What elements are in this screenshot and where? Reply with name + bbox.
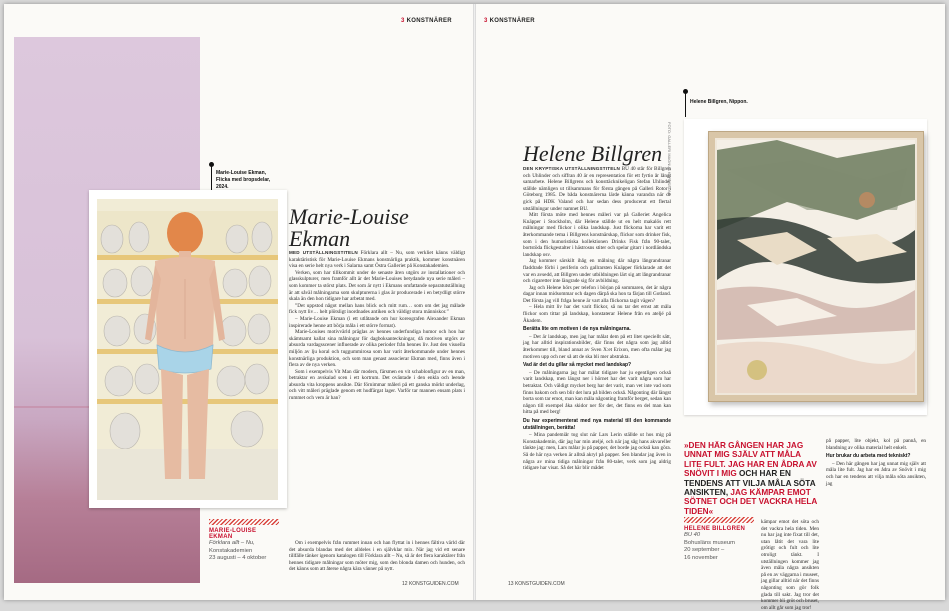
info-artist-name: MARIE-LOUISE EKMAN [209,528,257,540]
photo-credit: FOTO: GALLERI MAGNUS KARLSSON [667,122,672,194]
left-running-head: 3 KONSTNÄRER [401,18,452,24]
right-info-box [684,517,754,562]
info-hatch [209,519,279,525]
left-info-box [209,519,279,563]
info-venue-right: Bohusläns museum [684,539,735,546]
info-exhibition-right: BU 40 [684,532,701,538]
right-article-title: Helene Billgren [523,141,663,166]
page-gutter [473,4,476,600]
info-venue: Konstakademien [209,547,253,554]
right-body-col3: kämpar emot det söta och det vackra hela tiden. Men nu har jag inte fixat till det, utan låtit det vara lite grötigt och fult och lite otroligt tänkt. I utställningen kommer jag även måla några ansikten på en av väggarna i museet, jag gillar alltid när det finns någonting som gör folk glada till sakt. Jag tror det kommer bli gröt och bruset, om allt går som jag tror! [761,519,819,611]
right-running-head: 3 KONSTNÄRER [484,18,535,24]
ekman-painting [89,190,287,508]
left-body-text-end: Om i exempelvis från rummet innan och han flyttat in i hennes fältiva värld där det absurda blandas med det alldeles i en självklar mix. När jag vid ett senare tillfälle tänker igenom katalogen till Förklara allt – Nu, så är det flera karaktärer från hennes tidigare målningar som möter mig, som den blonda damen och hunden, och det känns som att återse några kära vänner på nytt. [289,540,465,573]
caption-stem [211,166,212,192]
info-exhibition: Förklara allt – Nu, [209,540,255,546]
ekman-painting-image [97,199,278,500]
billgren-painting-frame [708,131,924,402]
left-body-text: MED UTSTÄLLNINGSTITELN Förklara allt – Nu, som verkliet känns väldigt karaktäristisk för Marie-Louise Ekmans konstnärliga praktik, kommer konstnären visa en serie helt nya verk i Salarna samt Östra Galleriet på Konstakademien. Verken, som har tillkommit under de senaste åren utgörs av installationer och glasskulpturer, men framför allt är det Marie-Louises betydande nya serie måleri – som kommer ta störst plats. Det som är nytt i Ekmans omfattande separatutställning är att såväl målningarna som skulpturerna i glas är producerade i en betydligt större skala än den hon tidigare har arbetat med. ”Det uppstod något mellan hans blick och mitt rum… som om det jag målade fick nytt liv… helt plötsligt inordnades antiken och väldigt stora människor.” – Marie-Louise Ekman (i ett utlåtande om hur koreografen Alexander Ekman inspirerade henne att börja måla i ett större format). Marie-Louises motivvärld präglas av hennes underfundiga humor och hon har skämtsamt kallat sina målningar för dagboksanteckningar, då motiven utgörs av absurda vardagsscener influerade av olika perioder från hennes liv. Just den visuella miljön av lju koral och tuggummirosa som har varit återkommande under hennes konstnärliga produktion, och som man genast associerar Ekman med, finns även i flera av de nya verken. Som i exempelvis Vit Man där modern, färsmen en vit schablonfigur av en man, betraktar en avskalad scen i ett kortrum. Det oväntade i den enkla och leende absurda vita kroppens ansikte. Där förnimmar måleri på ett ganska mörkt underlag, och vitt måleri präglade genom ett hudfärgat lager. Varför tar mannen ensam plats i rummet och vem är han? [289,250,466,402]
left-caption: Marie-Louise Ekman, Flicka med bropsdelar, 2024. [216,170,271,190]
info-artist-name-right: HELENE BILLGREN [684,526,746,532]
left-folio: 12 KONSTGUIDEN.COM [402,581,459,587]
right-body-col1: DEN KRYPTISKA UTSTÄLLNINGSTITELN BU 40 står för Billgren och Uhlinder och siffran 40 är en representation för ett fyrtio år långt samarbete. Helene Billgrens och konsttäcknikeligan Stefan Uhlinder ställde nämligen ut tillsammans för första gången på Galleri Rotor i Göteborg 1985. De båda konstnärerna lärde känna varandra när de gick på HDK Valand och har sedan dess producerat ett flertal utställningar under namnet BU. Mitt första möte med hennes måleri var på Galleriet Angelica Knäpper i Stockholm, där Helene ställde ut en helt makalös rett målningar med flickor i olika landskap. Just flickorna har varit ett återkommande tema i Billgrens konstnärskap, flickor som drinker fisk, som i den humoristiska kollektionen Drinks Fisk från 90-talet, bortstöda flickgestalter i hästrosns stiter och spelar gitarr i nordländska landskap osv. Jag kommer särskilt ihåg en målning där några långrandranar fladdrade förbi i periferin och gallrarsten Knäpper förklarade att det var en avsedd, att Billgren under utbildningen lärt sig att långrandranar och cigaretter inte längrade sig för avbildning. Jag och Helene hörs per telefon i början på sommaren, det är några dagar innan midsommar och dagen därpå ska hon ta färjan till Gotland. Det första jag vill fråga henne är vart alla flickorna tagit vägen? – Hela mitt liv har det varit flickor, så nu tar det ernst att måla flickor som tittar på landskap, konstaterar Helene från en ateljé på Åkadem. Berätta lite om motiven i de nya målningarna. – Det är landskap, men jag har målat dem på ett litet speciellt sätt, jag har alltid inspirationsbilder, där finns det några som jag alltid återkommer till, bland annat av Sven X:et Erixon, men ofta målar jag motiven upp och ner så att de ska bli mer abstrakta. Vad är det du gillar så mycket med landskap? – De målningarna jag har målat tidigare har ju egentligen också varit landskap, men längst ner i hörnet har det varit några som har betraktat. Och väldigt mycket berg har det varit, man vet inte vad som finns bakom och sen blir det lura på bilden också. Någonting där längst borta som tar emot, man kan måla någonting framför berget, sedan kan någon till exempel åka skidor ner för det, det finns en del man kan hitta på med berg! Du har experimenterat med nya material till den kommande utställningen, berätta! – Mina pandemiår tog slut när Lars Lerin ställde ut hos mig på Konstakademin, där jag har min ateljé, och när jag såg hans akvareller tänkte jag: men, Lars målar ju på papper, det borde jag också kan göra. Så de här nya verken är alltså akryl på papper. Sen blandar jag även in några av mina tidiga målningar från 80-talet, verk som jag aldrig tidigare har visat. Så det här blir mådet [523,166,672,472]
magazine-spread [4,4,945,611]
right-caption: Helene Billgren, Nippon. [690,99,748,105]
left-article-title: Marie-Louise Ekman [289,204,409,251]
caption-stem-right [685,93,686,117]
info-dates: 23 augusti – 4 oktober [209,555,267,561]
info-dates-right-1: 20 september – [684,547,725,553]
info-hatch-right [684,517,754,523]
billgren-painting-image [717,140,915,393]
pull-quote: »DEN HÄR GÅNGEN HAR JAG UNNAT MIG SJÄLV ATT MÅLA LITE FULT. JAG HAR EN ÅDRA AV SNÖVIT I MIG OCH HAR EN TENDENS ATT VILJA MÅLA SÖTA ANSIKTEN, JAG KÄMPAR EMOT SÖTNET OCH DET VACKRA HELA TIDEN« [684,441,817,516]
info-dates-right-2: 16 november [684,554,718,561]
right-body-col4: på papper, lite objekt, kol på pannå, en blandning av olika material helt enkelt. Hur brukar du arbeta med tekniskt? – Den här gången har jag unnat mig själv att måla lite fult. Jag har en ådra av Snövit i mig och har en tendens att vilja måla söta ansikten, jag [826,438,926,487]
right-folio: 13 KONSTGUIDEN.COM [508,581,565,587]
